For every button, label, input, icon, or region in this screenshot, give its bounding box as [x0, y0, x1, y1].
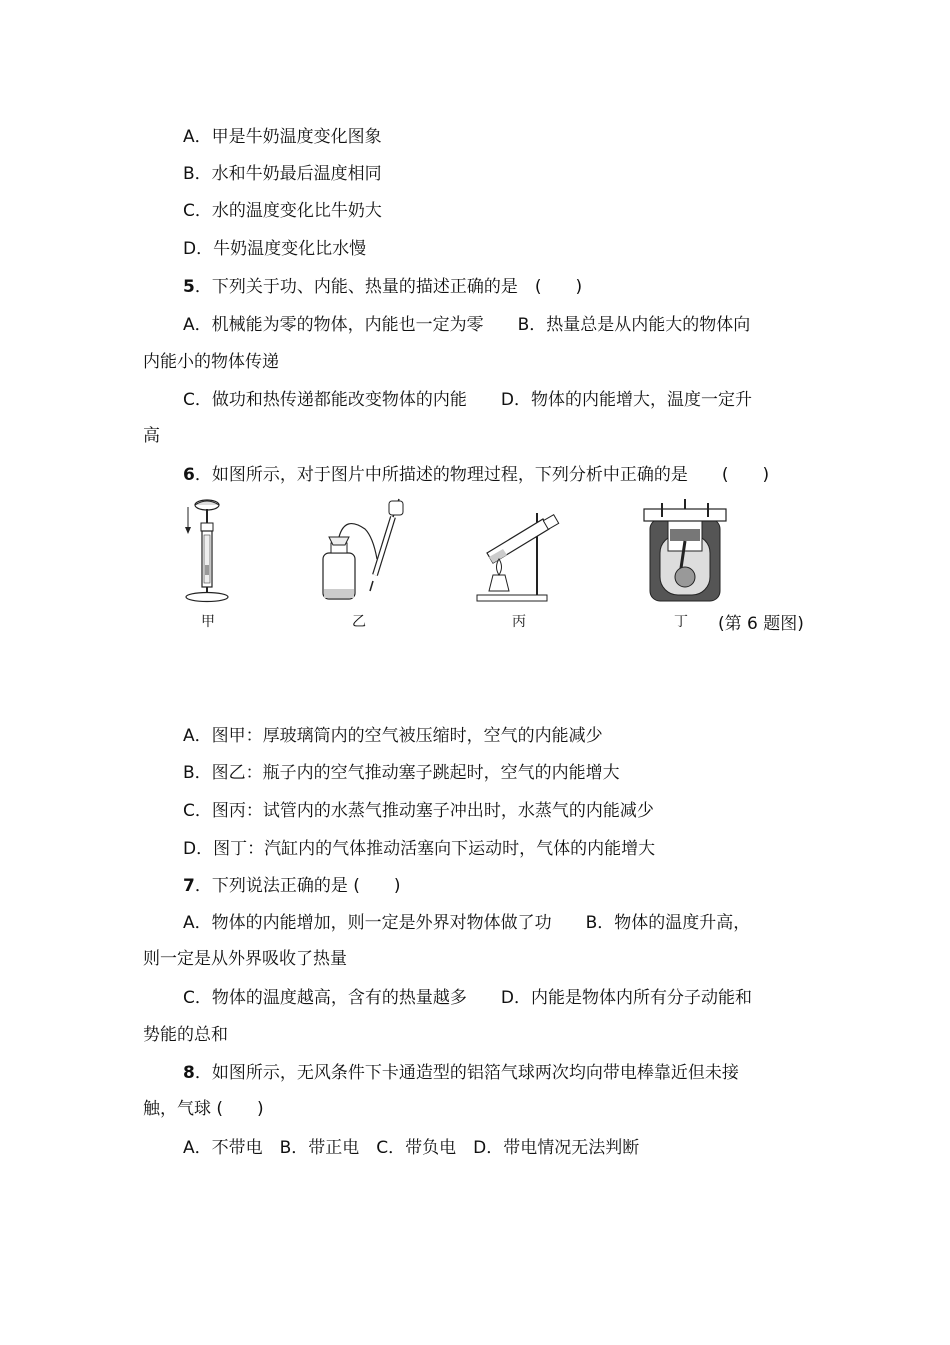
q5-stem-text: ．下列关于功、内能、热量的描述正确的是 ( ) — [194, 277, 583, 297]
q7-options-cd-line2: 势能的总和 — [143, 1025, 228, 1045]
q7-options-ab-line1: A．物体的内能增加，则一定是外界对物体做了功 B．物体的温度升高， — [183, 913, 751, 933]
q7-options-ab-line2: 则一定是从外界吸收了热量 — [143, 949, 347, 969]
q6-option-c: C．图丙：试管内的水蒸气推动塞子冲出时，水蒸气的内能减少 — [183, 801, 654, 821]
q8-number: 8 — [183, 1063, 195, 1083]
figure-ding-engine-cylinder — [640, 495, 730, 605]
q4-option-d: D．牛奶温度变化比水慢 — [183, 239, 367, 259]
figure-label-ding: 丁 — [674, 614, 688, 630]
q5-options-ab-line2: 内能小的物体传递 — [143, 352, 279, 372]
figure-jia-compression-tube — [176, 495, 236, 605]
q6-option-d: D．图丁：汽缸内的气体推动活塞向下运动时，气体的内能增大 — [183, 839, 656, 859]
q5-number: 5 — [183, 277, 195, 297]
figure-label-yi: 乙 — [352, 614, 366, 630]
q6-option-a: A．图甲：厚玻璃筒内的空气被压缩时，空气的内能减少 — [183, 726, 603, 746]
q5-stem — [183, 276, 582, 298]
q7-options-cd-line1: C．物体的温度越高，含有的热量越多 D．内能是物体内所有分子动能和 — [183, 988, 752, 1008]
q5-options-cd-line2: 高 — [143, 426, 160, 446]
figure-label-bing: 丙 — [512, 614, 526, 630]
q4-option-b: B．水和牛奶最后温度相同 — [183, 164, 382, 184]
figure-caption: (第 6 题图) — [718, 614, 804, 634]
q6-number: 6 — [183, 465, 195, 485]
q4-option-c: C．水的温度变化比牛奶大 — [183, 201, 382, 221]
q7-stem — [183, 875, 401, 897]
figure-label-jia: 甲 — [201, 614, 215, 630]
q5-options-cd-line1: C．做功和热传递都能改变物体的内能 D．物体的内能增大，温度一定升 — [183, 390, 752, 410]
q6-option-b: B．图乙：瓶子内的空气推动塞子跳起时，空气的内能增大 — [183, 763, 620, 783]
q8-stem-line1 — [183, 1062, 739, 1084]
q8-options: A．不带电 B．带正电 C．带负电 D．带电情况无法判断 — [183, 1138, 640, 1158]
q6-stem — [183, 464, 769, 486]
q8-stem-text: ．如图所示，无风条件下卡通造型的铝箔气球两次均向带电棒靠近但未接 — [194, 1063, 739, 1083]
q7-stem-text: ．下列说法正确的是 ( ) — [194, 876, 401, 896]
figure-bing-test-tube — [475, 495, 575, 605]
q6-stem-text: ．如图所示，对于图片中所描述的物理过程，下列分析中正确的是 ( ) — [194, 465, 770, 485]
figure-yi-bottle-pump — [315, 495, 415, 605]
q8-stem-line2: 触，气球 ( ) — [143, 1099, 264, 1119]
q4-option-a: A．甲是牛奶温度变化图象 — [183, 127, 382, 147]
q5-options-ab-line1: A．机械能为零的物体，内能也一定为零 B．热量总是从内能大的物体向 — [183, 315, 751, 335]
q7-number: 7 — [183, 876, 195, 896]
